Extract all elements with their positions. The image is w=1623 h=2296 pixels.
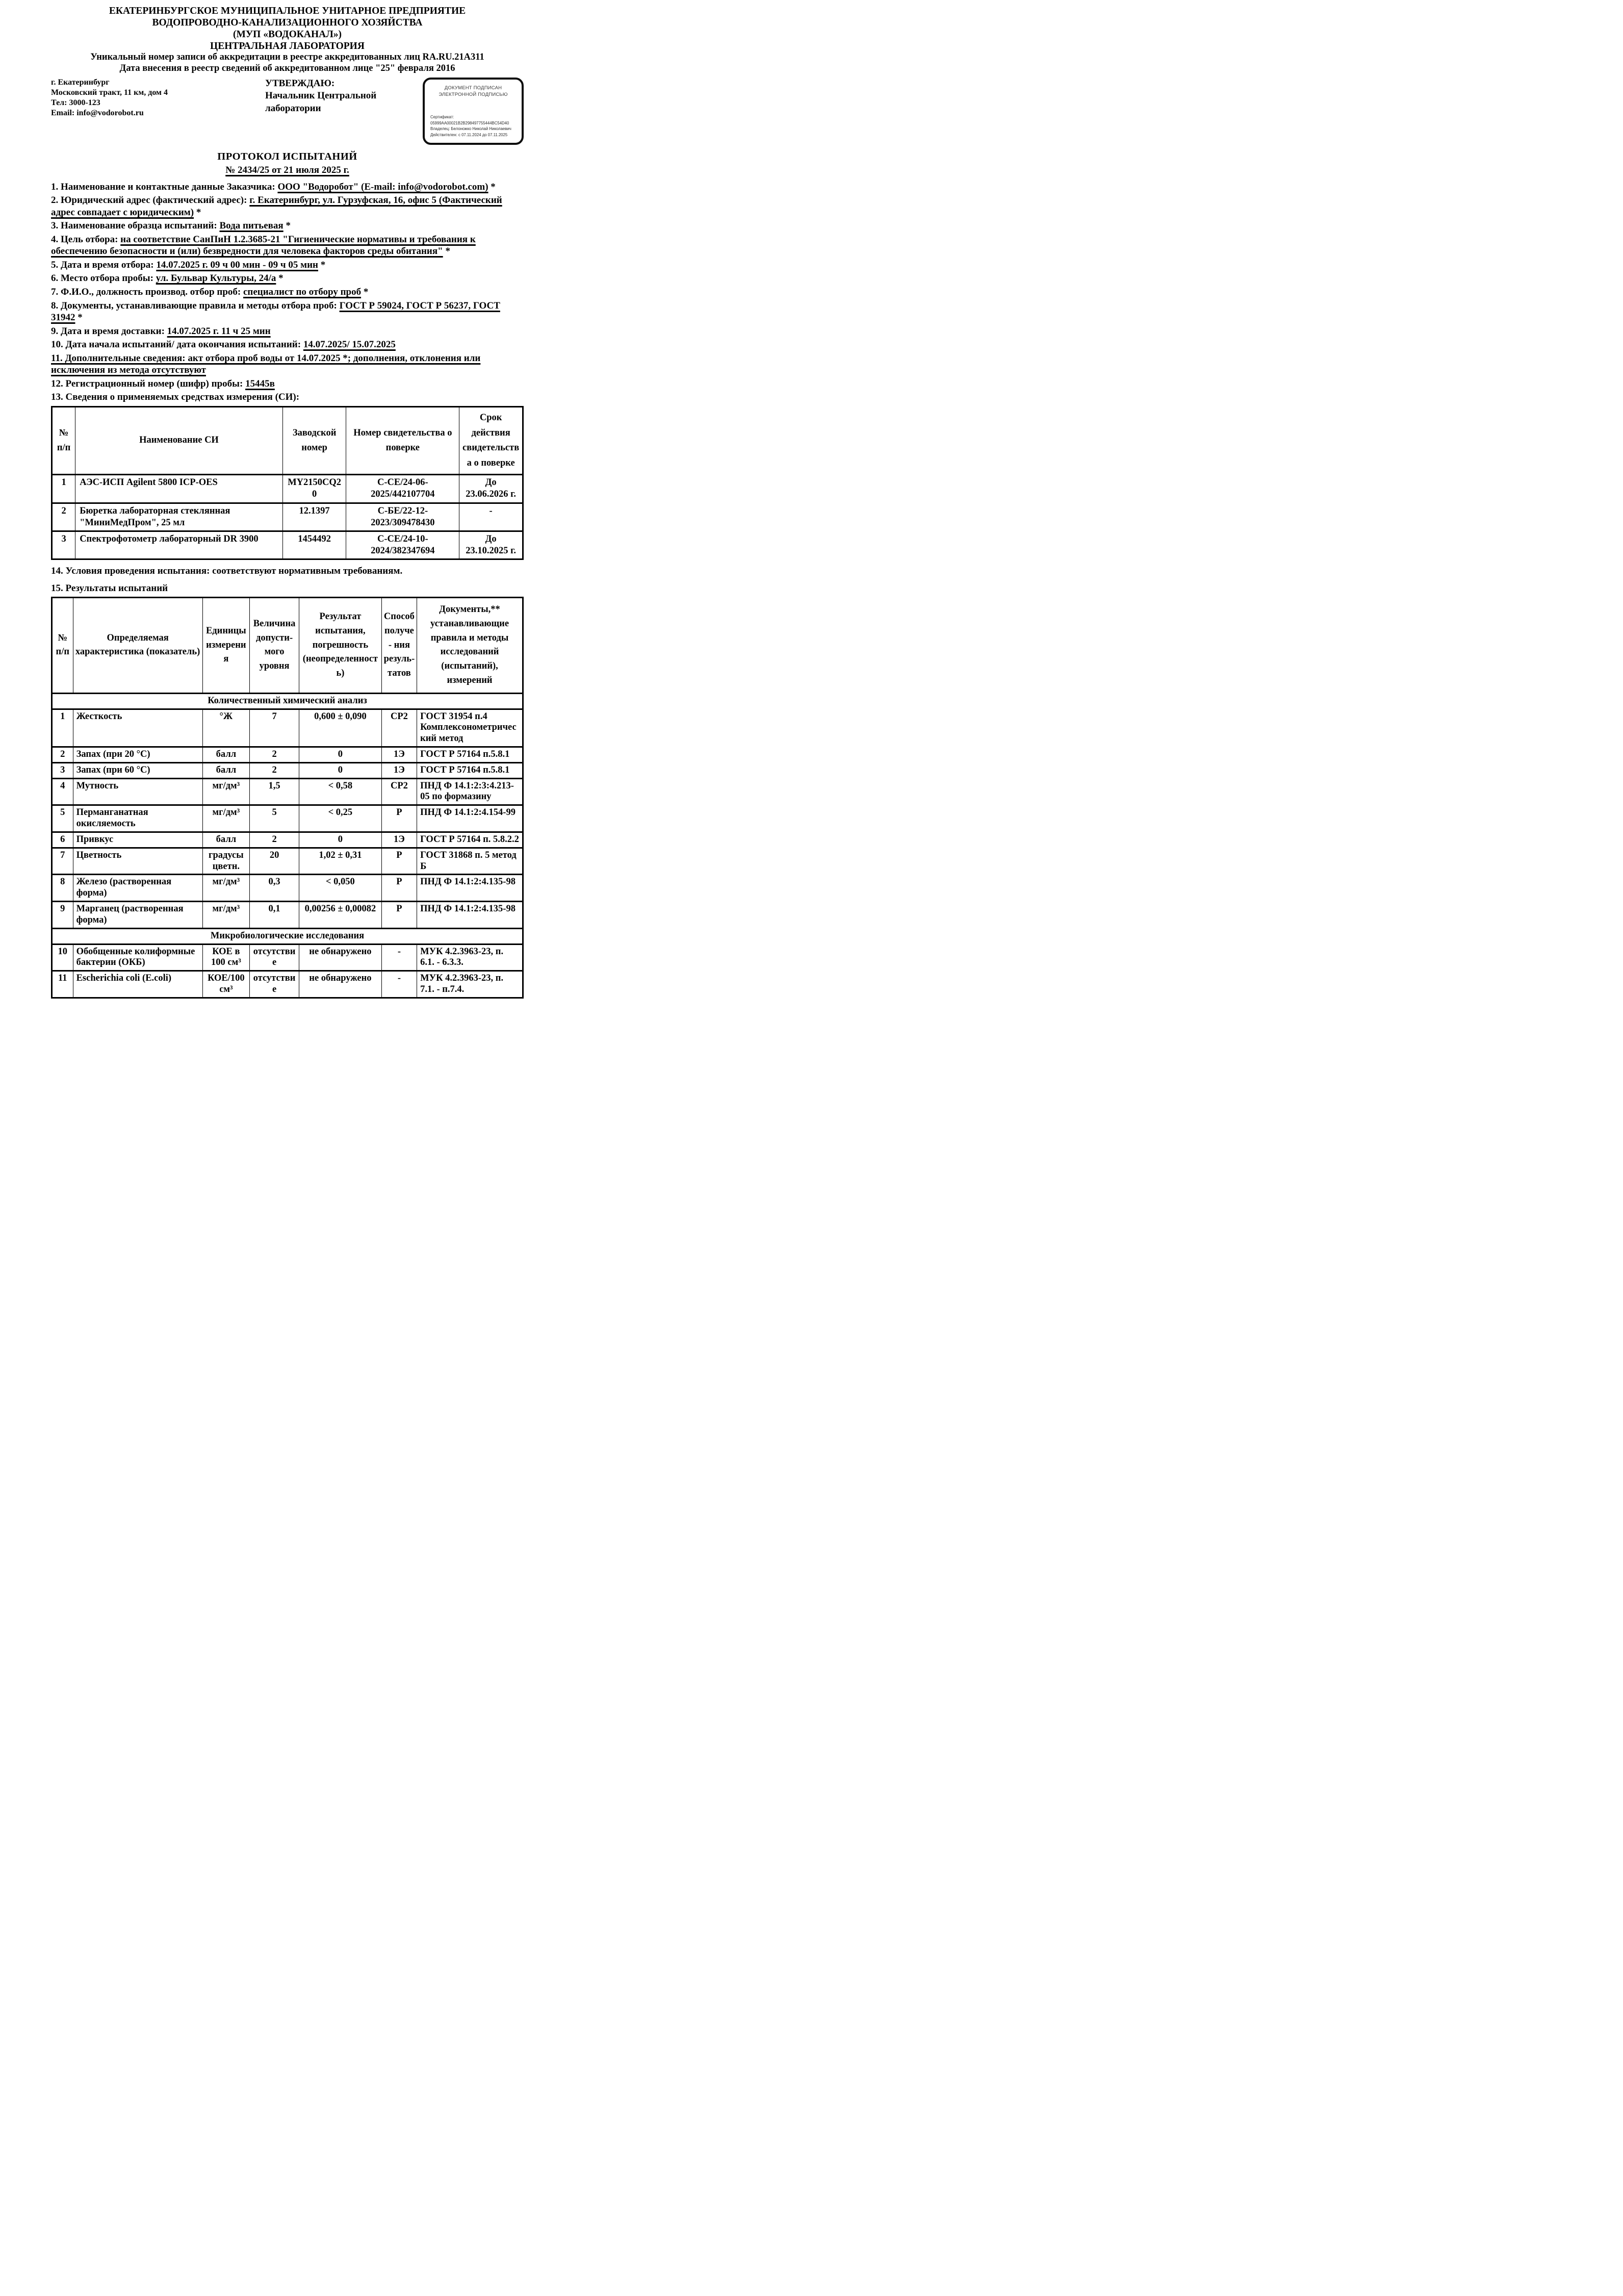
contact-phone: Тел: 3000-123 (51, 98, 100, 107)
table-cell: балл (202, 747, 249, 762)
table-cell: 0,00256 ± 0,00082 (299, 902, 382, 929)
table-cell: Запах (при 60 °С) (73, 762, 202, 778)
table-cell: 2 (250, 747, 299, 762)
table-cell: Р (381, 875, 417, 902)
table-cell: балл (202, 832, 249, 848)
item-value: 15445в (245, 378, 275, 389)
table-cell: отсутствие (250, 944, 299, 971)
approval-line: УТВЕРЖДАЮ: (265, 78, 335, 89)
table-cell: < 0,050 (299, 875, 382, 902)
column-header: Величина допусти- мого уровня (250, 598, 299, 694)
protocol-title: ПРОТОКОЛ ИСПЫТАНИЙ (217, 150, 357, 162)
item-suffix: * (75, 312, 83, 323)
protocol-number: № 2434/25 от 21 июля 2025 г. (225, 164, 349, 175)
table-cell: 10 (52, 944, 73, 971)
protocol-item (51, 339, 524, 351)
table-cell: СР2 (381, 709, 417, 747)
protocol-item (51, 286, 524, 298)
table-cell: ПНД Ф 14.1:2:4.154-99 (417, 805, 523, 832)
table-row (52, 875, 523, 902)
signature-stamp (423, 78, 524, 145)
table-cell: 4 (52, 778, 73, 805)
table-cell: Жесткость (73, 709, 202, 747)
column-header: № п/п (52, 598, 73, 694)
table-cell: До 23.06.2026 г. (459, 475, 523, 503)
accreditation-number-line: Уникальный номер записи об аккредитации в реестре аккредитованных лиц RA.RU.21A311 (90, 52, 484, 62)
table-cell: 0 (299, 762, 382, 778)
table-cell: мг/дм³ (202, 805, 249, 832)
stamp-cert-label: Сертификат: (430, 114, 454, 119)
stamp-title-line: ДОКУМЕНТ ПОДПИСАН (444, 85, 502, 91)
item-label: 13. Сведения о применяемых средствах измерения (СИ): (51, 392, 300, 403)
table-cell: ГОСТ Р 57164 п. 5.8.2.2 (417, 832, 523, 848)
item-suffix: * (194, 207, 201, 218)
approval-block (265, 78, 385, 115)
table-cell: 0 (299, 832, 382, 848)
table-row (52, 805, 523, 832)
table-cell: не обнаружено (299, 944, 382, 971)
accreditation-date-line: Дата внесения в реестр сведений об аккредитованном лице "25" февраля 2016 (119, 63, 455, 73)
table-cell: 1454492 (282, 531, 346, 559)
table-cell: ПНД Ф 14.1:2:4.135-98 (417, 902, 523, 929)
table-cell: MY2150CQ20 (282, 475, 346, 503)
item-label: 8. Документы, устанавливающие правила и методы отбора проб: (51, 300, 340, 311)
table-cell: 1,5 (250, 778, 299, 805)
table-cell: не обнаружено (299, 971, 382, 998)
org-title-line: ЕКАТЕРИНБУРГСКОЕ МУНИЦИПАЛЬНОЕ УНИТАРНОЕ ПРЕДПРИЯТИЕ (109, 6, 466, 16)
item-value: на соответствие СанПиН 1.2.3685-21 "Гигиенические нормативы и требования к обеспечению безопасности и (или) безвредности для человека факторов среды обитания" (51, 234, 476, 257)
si-header-row (52, 406, 523, 474)
item-suffix: * (283, 220, 291, 232)
table-row (52, 778, 523, 805)
protocol-item (51, 194, 524, 218)
table-cell: < 0,25 (299, 805, 382, 832)
document-page (0, 0, 541, 1012)
table-cell: Спектрофотометр лабораторный DR 3900 (75, 531, 283, 559)
table-cell: ГОСТ Р 57164 п.5.8.1 (417, 762, 523, 778)
table-row (52, 848, 523, 875)
org-header (51, 5, 524, 74)
conditions-line: 14. Условия проведения испытания: соответствуют нормативным требованиям. (51, 566, 403, 577)
item-label: 1. Наименование и контактные данные Заказчика: (51, 181, 278, 192)
item-label: 11. Дополнительные сведения: (51, 352, 188, 364)
table-cell: 2 (250, 762, 299, 778)
protocol-item (51, 378, 524, 390)
table-cell: °Ж (202, 709, 249, 747)
table-cell: - (381, 944, 417, 971)
column-header: Срок действия свидетельства о поверке (459, 406, 523, 474)
contact-city: г. Екатеринбург (51, 78, 110, 87)
table-cell: Бюретка лабораторная стеклянная "МиниМедПром", 25 мл (75, 503, 283, 531)
table-cell: МУК 4.2.3963-23, п. 7.1. - п.7.4. (417, 971, 523, 998)
table-cell: 0,600 ± 0,090 (299, 709, 382, 747)
column-header: № п/п (52, 406, 75, 474)
section-label: Количественный химический анализ (52, 693, 523, 709)
table-cell: 9 (52, 902, 73, 929)
protocol-item (51, 325, 524, 338)
protocol-item (51, 234, 524, 258)
item-value: специалист по отбору проб (243, 287, 362, 298)
table-row (52, 902, 523, 929)
item-suffix: * (443, 246, 450, 257)
table-cell: мг/дм³ (202, 875, 249, 902)
item-label: 3. Наименование образца испытаний: (51, 220, 220, 232)
table-cell: Марганец (растворенная форма) (73, 902, 202, 929)
protocol-item (51, 220, 524, 232)
item-suffix: * (276, 273, 284, 284)
table-cell: Привкус (73, 832, 202, 848)
table-cell: Обобщенные колиформные бактерии (ОКБ) (73, 944, 202, 971)
table-cell: - (381, 971, 417, 998)
column-header: Заводской номер (282, 406, 346, 474)
table-cell: 1 (52, 709, 73, 747)
org-title-line: ВОДОПРОВОДНО-КАНАЛИЗАЦИОННОГО ХОЗЯЙСТВА (152, 17, 423, 28)
item-value: ГОСТ Р 59024, ГОСТ Р 56237, ГОСТ 31942 (51, 300, 500, 323)
item-label: 9. Дата и время доставки: (51, 325, 167, 337)
item-suffix: * (488, 181, 496, 192)
protocol-item (51, 259, 524, 271)
table-row (52, 503, 523, 531)
table-cell: С-СЕ/24-06-2025/442107704 (346, 475, 459, 503)
table-cell: С-СЕ/24-10-2024/382347694 (346, 531, 459, 559)
results-table (51, 597, 524, 999)
org-title-line: (МУП «ВОДОКАНАЛ») (233, 29, 342, 40)
section-row (52, 928, 523, 944)
column-header: Номер свидетельства о поверке (346, 406, 459, 474)
table-cell: Р (381, 902, 417, 929)
table-row (52, 971, 523, 998)
table-cell: 7 (52, 848, 73, 875)
table-cell: До 23.10.2025 г. (459, 531, 523, 559)
item-label: 4. Цель отбора: (51, 234, 121, 245)
table-cell: 2 (52, 747, 73, 762)
column-header: Определяемая характеристика (показатель) (73, 598, 202, 694)
table-cell: 5 (52, 805, 73, 832)
table-cell: градусы цветн. (202, 848, 249, 875)
contact-block (51, 78, 185, 118)
stamp-title-line: ЭЛЕКТРОННОЙ ПОДПИСЬЮ (439, 91, 508, 97)
table-cell: 1Э (381, 747, 417, 762)
table-cell: ПНД Ф 14.1:2:4.135-98 (417, 875, 523, 902)
item-value: ул. Бульвар Культуры, 24/а (156, 273, 276, 284)
table-row (52, 747, 523, 762)
protocol-item (51, 391, 524, 403)
item-label: 12. Регистрационный номер (шифр) пробы: (51, 378, 246, 389)
table-cell: Железо (растворенная форма) (73, 875, 202, 902)
si-table-body (52, 475, 523, 559)
table-cell: ГОСТ 31868 п. 5 метод Б (417, 848, 523, 875)
item-value: 14.07.2025 г. 09 ч 00 мин - 09 ч 05 мин (156, 259, 318, 270)
item-value: ООО "Водоробот" (E-mail: info@vodorobot.com) (277, 181, 488, 192)
table-cell: 2 (250, 832, 299, 848)
results-heading: 15. Результаты испытаний (51, 582, 168, 594)
section-row (52, 693, 523, 709)
results-table-head (52, 598, 523, 694)
table-row (52, 709, 523, 747)
column-header: Наименование СИ (75, 406, 283, 474)
table-cell: 3 (52, 531, 75, 559)
measuring-instruments-table (51, 406, 524, 560)
table-cell: 7 (250, 709, 299, 747)
stamp-title (430, 85, 516, 98)
table-cell: 1Э (381, 832, 417, 848)
table-cell: АЭС-ИСП Agilent 5800 ICP-OES (75, 475, 283, 503)
table-cell: 6 (52, 832, 73, 848)
approval-row (51, 78, 524, 145)
table-row (52, 762, 523, 778)
item-suffix: * (318, 259, 326, 270)
protocol-item (51, 272, 524, 285)
item-value: г. Екатеринбург, ул. Гурзуфская, 16, офис 5 (Фактический адрес совпадает с юридическим) (51, 195, 502, 218)
table-cell: С-БЕ/22-12-2023/309478430 (346, 503, 459, 531)
item-label: 10. Дата начала испытаний/ дата окончания испытаний: (51, 339, 303, 350)
table-cell: Р (381, 805, 417, 832)
table-cell: МУК 4.2.3963-23, п. 6.1. - 6.3.3. (417, 944, 523, 971)
table-cell: 5 (250, 805, 299, 832)
table-cell: 8 (52, 875, 73, 902)
table-row (52, 832, 523, 848)
protocol-item (51, 300, 524, 324)
table-cell: КОЕ в 100 см³ (202, 944, 249, 971)
table-cell: 0,1 (250, 902, 299, 929)
table-cell: Запах (при 20 °С) (73, 747, 202, 762)
table-cell: 12.1397 (282, 503, 346, 531)
table-cell: отсутствие (250, 971, 299, 998)
protocol-item (51, 181, 524, 193)
protocol-items (51, 181, 524, 403)
table-row (52, 531, 523, 559)
table-cell: 11 (52, 971, 73, 998)
table-cell: 20 (250, 848, 299, 875)
table-cell: ПНД Ф 14.1:2:3:4.213-05 по формазину (417, 778, 523, 805)
stamp-details (430, 114, 516, 138)
table-cell: Escherichia coli (E.coli) (73, 971, 202, 998)
column-header: Единицы измерения (202, 598, 249, 694)
item-value: 14.07.2025 г. 11 ч 25 мин (167, 325, 271, 337)
approval-line: Начальник Центральной (265, 90, 377, 101)
column-header: Результат испытания, погрешность (неопределенность) (299, 598, 382, 694)
section-label: Микробиологические исследования (52, 928, 523, 944)
item-label: 5. Дата и время отбора: (51, 259, 157, 270)
item-label: 2. Юридический адрес (фактический адрес): (51, 195, 250, 206)
table-cell: 1,02 ± 0,31 (299, 848, 382, 875)
table-cell: 1 (52, 475, 75, 503)
contact-address: Московский тракт, 11 км, дом 4 (51, 88, 168, 97)
table-cell: Перманганатная окисляемость (73, 805, 202, 832)
contact-email: Email: info@vodorobot.ru (51, 108, 144, 117)
table-cell: Цветность (73, 848, 202, 875)
table-cell: мг/дм³ (202, 778, 249, 805)
item-suffix: * (361, 287, 369, 298)
item-value: акт отбора проб воды от 14.07.2025 *; дополнения, отклонения или исключения из метода отсутствуют (51, 352, 481, 376)
table-cell: СР2 (381, 778, 417, 805)
item-value: 14.07.2025/ 15.07.2025 (303, 339, 396, 350)
stamp-cert-number: 05999AA00021B2B298497755444BC54D40 (430, 120, 509, 125)
table-cell: ГОСТ Р 57164 п.5.8.1 (417, 747, 523, 762)
org-title-line: ЦЕНТРАЛЬНАЯ ЛАБОРАТОРИЯ (210, 41, 365, 52)
table-cell: < 0,58 (299, 778, 382, 805)
si-table-head (52, 406, 523, 474)
protocol-item (51, 352, 524, 376)
table-row (52, 944, 523, 971)
table-cell: 3 (52, 762, 73, 778)
stamp-owner: Владелец: Белоножко Николай Николаевич (430, 126, 511, 132)
table-cell: Р (381, 848, 417, 875)
results-table-body (52, 693, 523, 998)
item-label: 6. Место отбора пробы: (51, 273, 156, 284)
table-cell: Мутность (73, 778, 202, 805)
table-cell: 0,3 (250, 875, 299, 902)
column-header: Способ получе- ния резуль- татов (381, 598, 417, 694)
table-cell: балл (202, 762, 249, 778)
results-header-row (52, 598, 523, 694)
table-cell: - (459, 503, 523, 531)
table-cell: ГОСТ 31954 п.4 Комплексонометрический метод (417, 709, 523, 747)
table-cell: 1Э (381, 762, 417, 778)
table-cell: 2 (52, 503, 75, 531)
table-cell: 0 (299, 747, 382, 762)
table-cell: мг/дм³ (202, 902, 249, 929)
column-header: Документы,** устанавливающие правила и методы исследований (испытаний), измерений (417, 598, 523, 694)
item-label: 7. Ф.И.О., должность производ. отбор проб: (51, 287, 243, 298)
item-value: Вода питьевая (219, 220, 284, 232)
approval-line: лаборатории (265, 103, 321, 114)
table-row (52, 475, 523, 503)
stamp-validity: Действителен: с 07.11.2024 до 07.11.2025 (430, 132, 508, 137)
table-cell: КОЕ/100 см³ (202, 971, 249, 998)
